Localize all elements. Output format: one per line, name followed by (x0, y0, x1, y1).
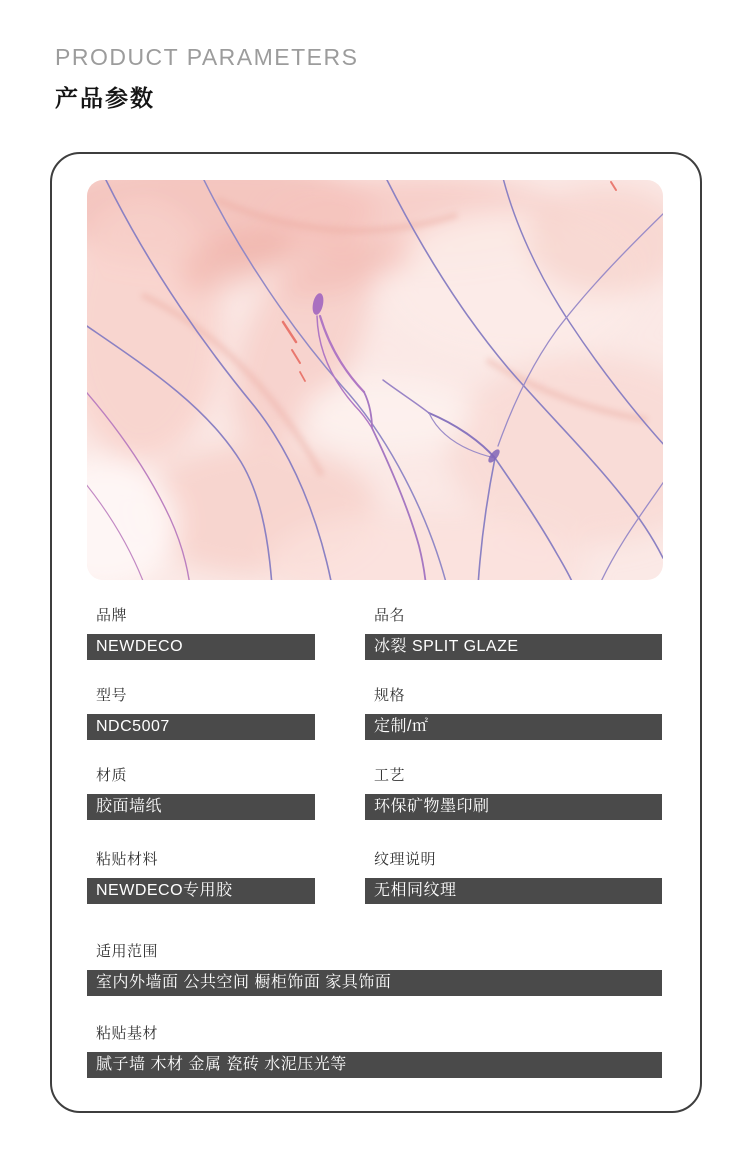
marble-texture-graphic (87, 180, 663, 580)
field-model (87, 687, 315, 740)
field-spec-label: 规格 (374, 687, 406, 704)
field-product-name-value: 冰裂 SPLIT GLAZE (365, 634, 662, 660)
field-model-label: 型号 (96, 687, 128, 704)
field-adhesive-material (87, 851, 315, 904)
field-spec-value: 定制/㎡ (365, 714, 662, 740)
page-title-en: PRODUCT PARAMETERS (55, 44, 359, 70)
field-brand-value: NEWDECO (87, 634, 315, 660)
field-adhesive-material-value: NEWDECO专用胶 (87, 878, 315, 904)
field-craft (365, 767, 662, 820)
field-brand (87, 607, 315, 660)
field-material-value: 胶面墙纸 (87, 794, 315, 820)
field-material-label: 材质 (96, 767, 128, 784)
field-adhesive-material-label: 粘贴材料 (96, 851, 159, 868)
product-texture-image (87, 180, 663, 580)
field-craft-label: 工艺 (374, 767, 406, 784)
page-title-zh: 产品参数 (55, 85, 155, 111)
field-substrate-value: 腻子墙 木材 金属 瓷砖 水泥压光等 (87, 1052, 662, 1078)
field-application-range-label: 适用范围 (96, 943, 159, 960)
field-texture-note (365, 851, 662, 904)
field-brand-label: 品牌 (96, 607, 128, 624)
field-spec (365, 687, 662, 740)
page-header (55, 44, 358, 113)
field-texture-note-label: 纹理说明 (374, 851, 437, 868)
field-material (87, 767, 315, 820)
field-product-name (365, 607, 662, 660)
field-application-range-value: 室内外墙面 公共空间 橱柜饰面 家具饰面 (87, 970, 662, 996)
field-application-range (87, 943, 662, 996)
field-product-name-label: 品名 (374, 607, 406, 624)
field-craft-value: 环保矿物墨印刷 (365, 794, 662, 820)
field-texture-note-value: 无相同纹理 (365, 878, 662, 904)
field-substrate-label: 粘贴基材 (96, 1025, 159, 1042)
parameters-card (50, 152, 702, 1113)
field-model-value: NDC5007 (87, 714, 315, 740)
field-substrate (87, 1025, 662, 1078)
